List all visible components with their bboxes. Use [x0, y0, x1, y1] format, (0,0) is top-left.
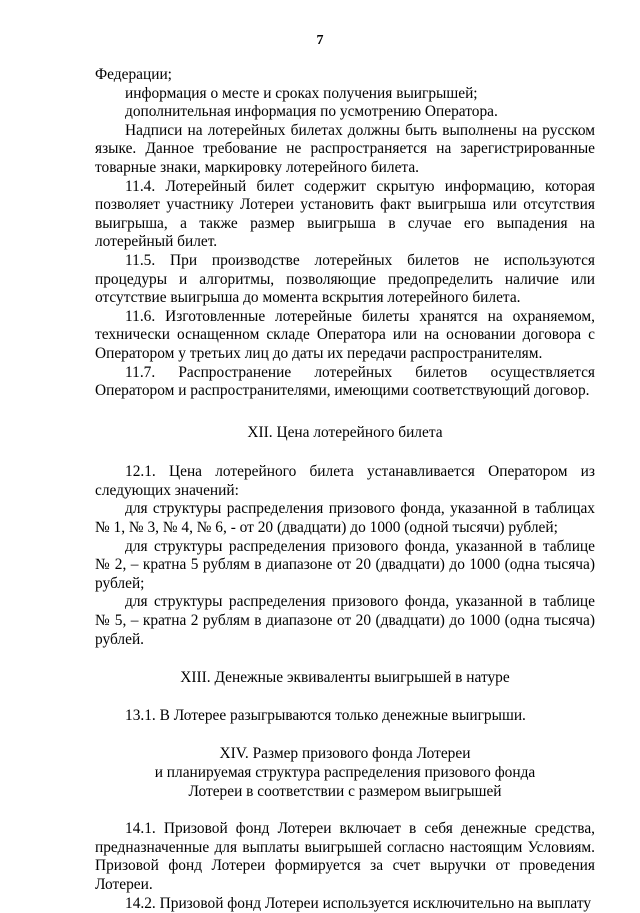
section-heading: Лотереи в соответствии с размером выигрышей	[188, 782, 502, 800]
paragraph: информация о месте и сроках получения выигрышей;	[125, 84, 478, 102]
paragraph: для структуры распределения призового фонда, указанной в таблице № 5, – кратна 2 рублям в диапазоне от 20 (двадцати) до 1000 (одна тысяча) рублей.	[95, 593, 595, 648]
page-number: 7	[316, 33, 324, 48]
paragraph: дополнительная информация по усмотрению Оператора.	[125, 103, 498, 121]
paragraph: 13.1. В Лотерее разыгрываются только денежные выигрыши.	[125, 706, 526, 724]
section-heading: XIV. Размер призового фонда Лотереи	[219, 745, 471, 763]
paragraph: 12.1. Цена лотерейного билета устанавливается Оператором из следующих значений:	[95, 463, 595, 499]
document-body	[95, 66, 595, 913]
paragraph: 14.2. Призовой фонд Лотереи используется исключительно на выплату	[125, 894, 592, 912]
paragraph: 11.7. Распространение лотерейных билетов осуществляется Оператором и распространителями, имеющими соответствующий договор.	[95, 363, 595, 400]
paragraph: для структуры распределения призового фонда, указанной в таблицах № 1, № 3, № 4, № 6, - от 20 (двадцати) до 1000 (одной тысячи) рублей;	[95, 500, 595, 537]
paragraph: Надписи на лотерейных билетах должны быть выполнены на русском языке. Данное требование не распространяется на зарегистрированные товарные знаки, маркировку лотерейного билета.	[95, 121, 595, 176]
paragraph: Федерации;	[95, 66, 172, 83]
paragraph: 11.4. Лотерейный билет содержит скрытую информацию, которая позволяет участнику Лотереи установить факт выигрыша или отсутствия выигрыша, а также размер выигрыша в случае его выпадения на лотерейный билет.	[95, 177, 595, 251]
section-heading: XIII. Денежные эквиваленты выигрышей в натуре	[180, 669, 510, 687]
paragraph: 11.6. Изготовленные лотерейные билеты хранятся на охраняемом, технически оснащенном складе Оператора или на основании договора с Оператором у третьих лиц до даты их передачи распространителям.	[95, 307, 595, 362]
section-heading: и планируемая структура распределения призового фонда	[154, 764, 536, 781]
paragraph: 11.5. При производстве лотерейных билетов не используются процедуры и алгоритмы, позволяющие предопределить наличие или отсутствие выигрыша до момента вскрытия лотерейного билета.	[95, 251, 595, 307]
paragraph: для структуры распределения призового фонда, указанной в таблице № 2, – кратна 5 рублям в диапазоне от 20 (двадцати) до 1000 (одна тысяча) рублей;	[95, 537, 595, 592]
paragraph: 14.1. Призовой фонд Лотереи включает в себя денежные средства, предназначенные для выплаты выигрышей согласно настоящим Условиям. Призовой фонд Лотереи формируется за счет выручки от проведения Лотереи.	[95, 820, 595, 893]
section-heading: XII. Цена лотерейного билета	[247, 423, 443, 441]
